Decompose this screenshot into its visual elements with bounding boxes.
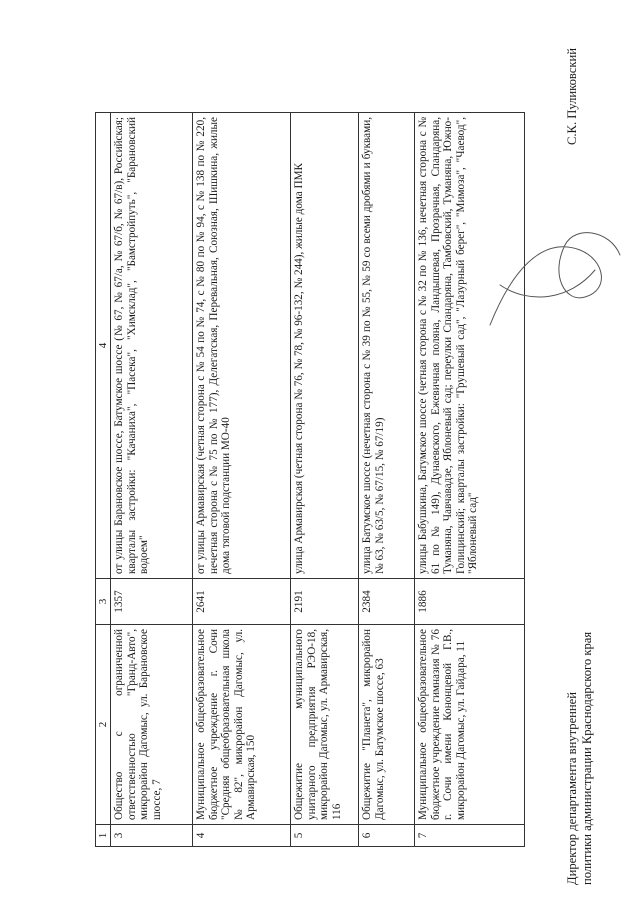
station-location: Общество с ограниченной ответственностью "Гранд-Авто", микрорайон Дагомыс, ул. Барановское шоссе, 7	[111, 625, 193, 825]
row-number: 6	[359, 825, 415, 847]
station-territory: улица Батумское шоссе (нечетная сторона с № 39 по № 55, № 59 со всеми дробями и буквами, № 63, № 63/5, № 67/15, № 67/19)	[359, 113, 415, 579]
signatory-name: С.К. Пуликовский	[565, 48, 579, 145]
station-location: Муниципальное общеобразовательное бюджетное учреждение г. Сочи "Средняя общеобразовательная школа № 82", микрорайон Дагомыс, ул. Армавирская, 150	[193, 625, 291, 825]
signatory-position	[565, 465, 595, 885]
table-header-row	[96, 113, 111, 847]
table-row	[193, 113, 291, 847]
voter-count: 2384	[359, 579, 415, 625]
table-row	[111, 113, 193, 847]
handwritten-signature	[470, 215, 630, 345]
position-line-2: политики администрации Краснодарского края	[580, 631, 594, 885]
station-location: Общежитие муниципального унитарного предприятия РЭО-18, микрорайон Дагомыс, ул. Армавирская, 116	[291, 625, 359, 825]
table-row	[359, 113, 415, 847]
voter-count: 2641	[193, 579, 291, 625]
position-line-1: Директор департамента внутренней	[565, 692, 579, 885]
header-col-1: 1	[96, 825, 111, 847]
station-location: Муниципальное общеобразовательное бюджетное учреждение гимназия № 76 г. Сочи имени Кононцевой Г.В., микрорайон Дагомыс, ул. Гайдара, 11	[415, 625, 525, 825]
polling-stations-table	[95, 112, 525, 847]
row-number: 3	[111, 825, 193, 847]
voter-count: 2191	[291, 579, 359, 625]
station-location: Общежитие "Планета", микрорайон Дагомыс, ул. Батумское шоссе, 63	[359, 625, 415, 825]
station-territory: улица Армавирская (четная сторона № 76, № 78, № 96-132, № 244), жилые дома ПМК	[291, 113, 359, 579]
table-row	[291, 113, 359, 847]
station-territory: от улицы Барановское шоссе, Батумское шоссе (№ 67, № 67/а, № 67/б, № 67/в), Российская; кварталы застройки: "Качаниха", "Пасека", "Химсклад", "Бамстройпуть", "Барановский водоем"	[111, 113, 193, 579]
station-territory: от улицы Армавирская (четная сторона с № 54 по № 74, с № 80 по № 94, с № 138 по № 220, нечетная сторона с № 75 по № 177), Делегатская, Перевальная, Союзная, Шишкина, жилые дома тяговой подстанции МО-40	[193, 113, 291, 579]
header-col-2: 2	[96, 625, 111, 825]
row-number: 5	[291, 825, 359, 847]
row-number: 7	[415, 825, 525, 847]
header-col-4: 4	[96, 113, 111, 579]
voter-count: 1886	[415, 579, 525, 625]
station-territory: улицы Бабушкина, Батумское шоссе (четная сторона с № 32 по № 136, нечетная сторона с № 61 по № 149), Дунаевского, Ежевичная поляна, Ландышевая, Прозрачная, Спандаряна, Туманяна, Чавчавадзе, Яблоневый сад; переулки Спандаряна, Тамбовский, Туманяна, Южно-Голицинский; кварталы застройки: "Грушевый сад", "Лазурный берег", "Мимоза", "Чаевод", "Яблоневый сад"	[415, 113, 525, 579]
header-col-3: 3	[96, 579, 111, 625]
row-number: 4	[193, 825, 291, 847]
voter-count: 1357	[111, 579, 193, 625]
